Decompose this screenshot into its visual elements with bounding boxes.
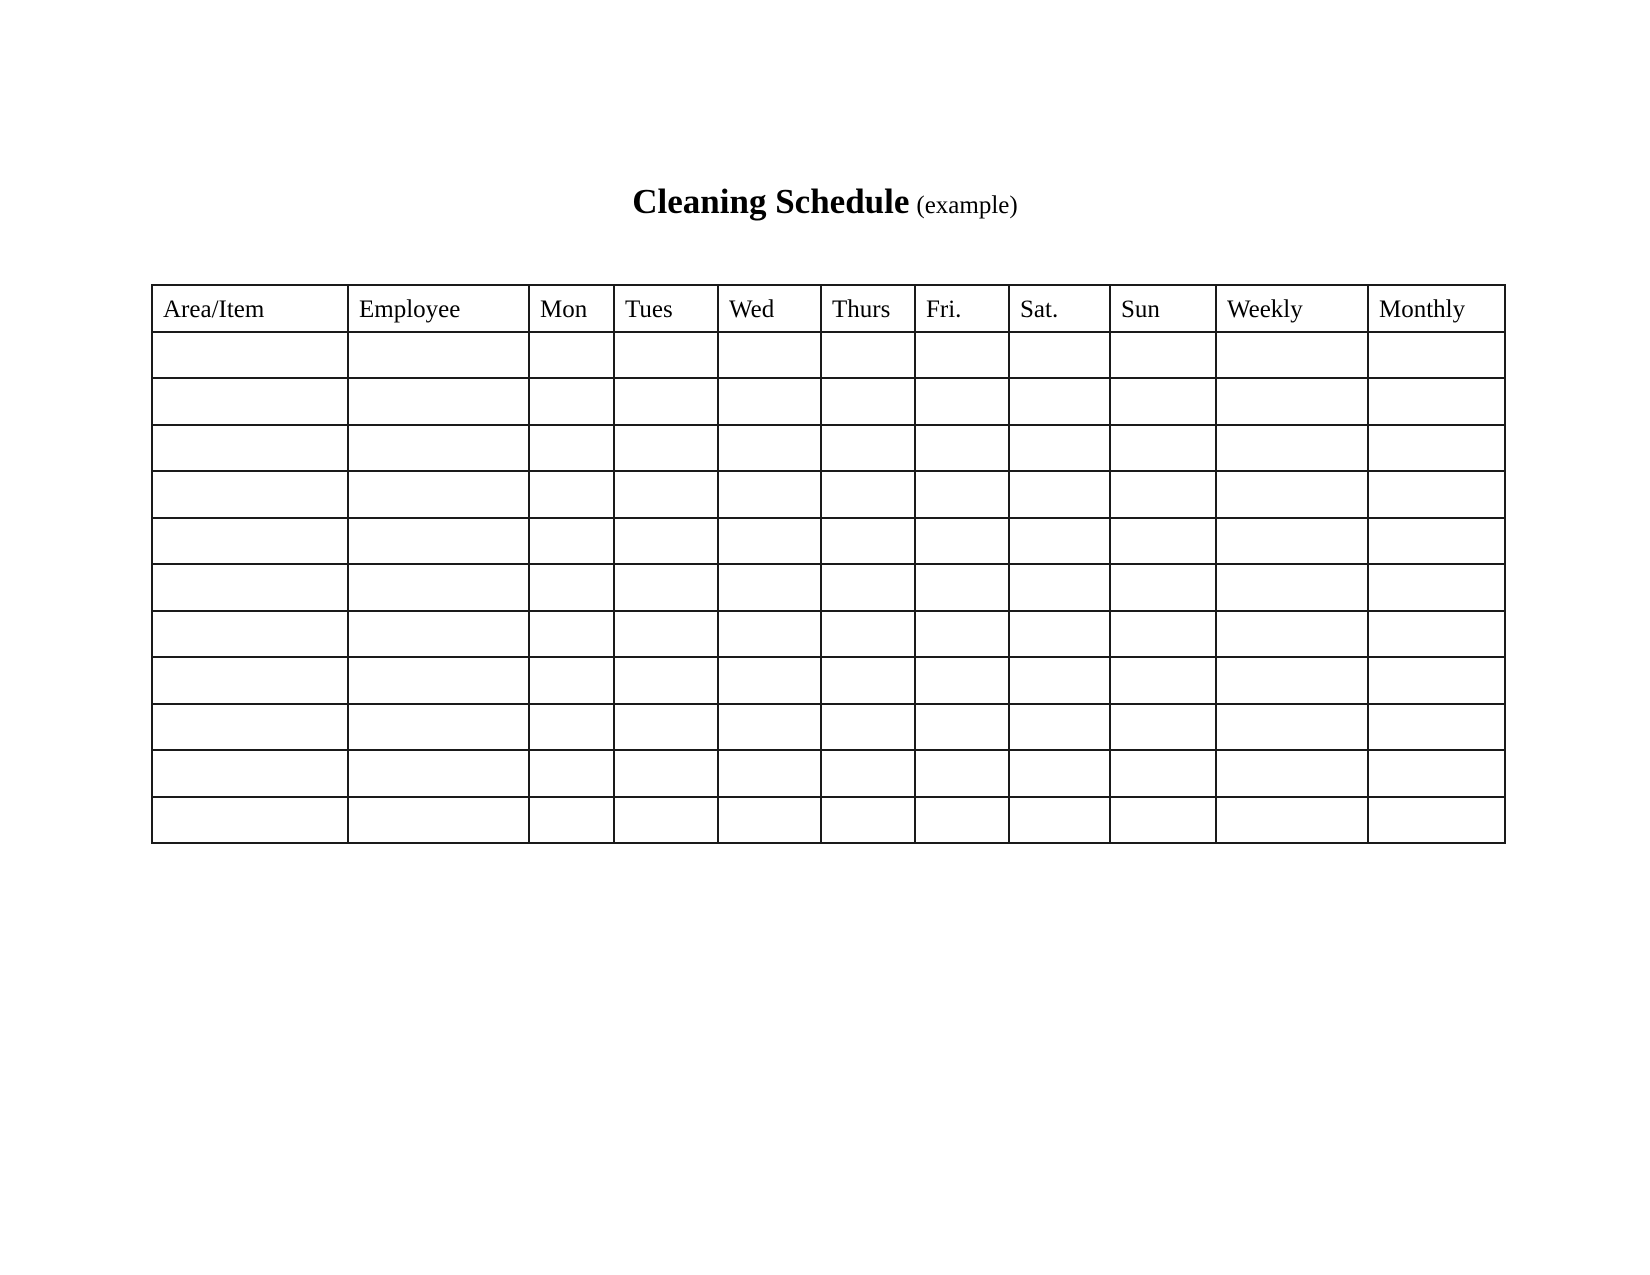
table-cell-area_item[interactable] <box>152 471 348 518</box>
table-cell-sat[interactable] <box>1009 518 1110 565</box>
table-cell-mon[interactable] <box>529 564 614 611</box>
table-cell-weekly[interactable] <box>1216 564 1368 611</box>
table-cell-sun[interactable] <box>1110 750 1216 797</box>
table-cell-sat[interactable] <box>1009 750 1110 797</box>
table-row <box>152 471 1505 518</box>
table-cell-thurs[interactable] <box>821 425 915 472</box>
table-cell-tues[interactable] <box>614 332 718 379</box>
table-cell-monthly[interactable] <box>1368 332 1505 379</box>
table-cell-tues[interactable] <box>614 750 718 797</box>
table-cell-mon[interactable] <box>529 471 614 518</box>
table-cell-wed[interactable] <box>718 378 821 425</box>
table-cell-area_item[interactable] <box>152 704 348 751</box>
table-cell-wed[interactable] <box>718 797 821 844</box>
column-header-monthly: Monthly <box>1368 285 1505 332</box>
table-cell-mon[interactable] <box>529 518 614 565</box>
table-cell-sun[interactable] <box>1110 611 1216 658</box>
table-cell-employee[interactable] <box>348 378 529 425</box>
table-cell-mon[interactable] <box>529 797 614 844</box>
table-cell-fri[interactable] <box>915 564 1009 611</box>
table-cell-monthly[interactable] <box>1368 797 1505 844</box>
table-cell-tues[interactable] <box>614 425 718 472</box>
table-cell-wed[interactable] <box>718 564 821 611</box>
table-cell-wed[interactable] <box>718 704 821 751</box>
table-cell-sun[interactable] <box>1110 564 1216 611</box>
table-cell-tues[interactable] <box>614 518 718 565</box>
table-cell-area_item[interactable] <box>152 564 348 611</box>
table-cell-wed[interactable] <box>718 332 821 379</box>
column-header-fri: Fri. <box>915 285 1009 332</box>
table-cell-employee[interactable] <box>348 332 529 379</box>
table-cell-sat[interactable] <box>1009 332 1110 379</box>
table-cell-thurs[interactable] <box>821 750 915 797</box>
table-cell-area_item[interactable] <box>152 657 348 704</box>
cleaning-schedule-table <box>151 284 1506 844</box>
table-cell-employee[interactable] <box>348 425 529 472</box>
page-title <box>0 184 1650 219</box>
table-cell-sat[interactable] <box>1009 471 1110 518</box>
table-cell-tues[interactable] <box>614 378 718 425</box>
table-cell-thurs[interactable] <box>821 797 915 844</box>
column-header-wed: Wed <box>718 285 821 332</box>
column-header-tues: Tues <box>614 285 718 332</box>
table-cell-sat[interactable] <box>1009 657 1110 704</box>
table-cell-tues[interactable] <box>614 657 718 704</box>
table-cell-mon[interactable] <box>529 425 614 472</box>
table-cell-sun[interactable] <box>1110 704 1216 751</box>
table-cell-sat[interactable] <box>1009 704 1110 751</box>
table-cell-monthly[interactable] <box>1368 378 1505 425</box>
column-header-mon: Mon <box>529 285 614 332</box>
table-cell-employee[interactable] <box>348 750 529 797</box>
column-header-employee: Employee <box>348 285 529 332</box>
column-header-weekly: Weekly <box>1216 285 1368 332</box>
table-cell-area_item[interactable] <box>152 378 348 425</box>
table-cell-thurs[interactable] <box>821 332 915 379</box>
table-cell-monthly[interactable] <box>1368 657 1505 704</box>
table-cell-weekly[interactable] <box>1216 425 1368 472</box>
table-cell-employee[interactable] <box>348 564 529 611</box>
table-cell-employee[interactable] <box>348 471 529 518</box>
table-cell-sat[interactable] <box>1009 611 1110 658</box>
title-subtitle: (example) <box>916 192 1018 219</box>
title-main: Cleaning Schedule <box>632 182 910 221</box>
table-cell-sun[interactable] <box>1110 378 1216 425</box>
table-cell-fri[interactable] <box>915 611 1009 658</box>
table-cell-tues[interactable] <box>614 797 718 844</box>
table-cell-fri[interactable] <box>915 518 1009 565</box>
table-cell-mon[interactable] <box>529 378 614 425</box>
table-cell-fri[interactable] <box>915 657 1009 704</box>
table-cell-employee[interactable] <box>348 611 529 658</box>
table-cell-weekly[interactable] <box>1216 332 1368 379</box>
table-cell-monthly[interactable] <box>1368 425 1505 472</box>
table-cell-employee[interactable] <box>348 704 529 751</box>
table-row <box>152 750 1505 797</box>
table-cell-fri[interactable] <box>915 797 1009 844</box>
table-cell-sat[interactable] <box>1009 797 1110 844</box>
table-cell-area_item[interactable] <box>152 611 348 658</box>
table-cell-wed[interactable] <box>718 611 821 658</box>
table-cell-area_item[interactable] <box>152 750 348 797</box>
table-cell-sun[interactable] <box>1110 657 1216 704</box>
table-cell-mon[interactable] <box>529 657 614 704</box>
table-cell-fri[interactable] <box>915 750 1009 797</box>
table-row <box>152 564 1505 611</box>
table-cell-sat[interactable] <box>1009 378 1110 425</box>
table-cell-mon[interactable] <box>529 611 614 658</box>
table-cell-sun[interactable] <box>1110 518 1216 565</box>
table-cell-tues[interactable] <box>614 611 718 658</box>
table-cell-weekly[interactable] <box>1216 657 1368 704</box>
table-cell-area_item[interactable] <box>152 332 348 379</box>
table-cell-thurs[interactable] <box>821 471 915 518</box>
table-body <box>152 332 1505 844</box>
table-cell-fri[interactable] <box>915 378 1009 425</box>
table-row <box>152 425 1505 472</box>
table-cell-wed[interactable] <box>718 518 821 565</box>
table-cell-sun[interactable] <box>1110 797 1216 844</box>
table-cell-thurs[interactable] <box>821 564 915 611</box>
table-cell-wed[interactable] <box>718 750 821 797</box>
table-cell-thurs[interactable] <box>821 657 915 704</box>
table-cell-thurs[interactable] <box>821 518 915 565</box>
table-cell-area_item[interactable] <box>152 518 348 565</box>
table-cell-employee[interactable] <box>348 518 529 565</box>
table-cell-fri[interactable] <box>915 425 1009 472</box>
table-cell-weekly[interactable] <box>1216 378 1368 425</box>
header-row <box>152 285 1505 332</box>
table-cell-fri[interactable] <box>915 471 1009 518</box>
table-row <box>152 378 1505 425</box>
table-cell-tues[interactable] <box>614 564 718 611</box>
table-cell-mon[interactable] <box>529 332 614 379</box>
table-cell-weekly[interactable] <box>1216 518 1368 565</box>
table-cell-monthly[interactable] <box>1368 564 1505 611</box>
table-cell-sun[interactable] <box>1110 332 1216 379</box>
table-cell-thurs[interactable] <box>821 611 915 658</box>
table-cell-sun[interactable] <box>1110 425 1216 472</box>
table-cell-monthly[interactable] <box>1368 704 1505 751</box>
table-cell-fri[interactable] <box>915 332 1009 379</box>
table-cell-monthly[interactable] <box>1368 750 1505 797</box>
table-row <box>152 704 1505 751</box>
table-cell-weekly[interactable] <box>1216 704 1368 751</box>
column-header-area-item: Area/Item <box>152 285 348 332</box>
table-cell-mon[interactable] <box>529 704 614 751</box>
table-cell-monthly[interactable] <box>1368 471 1505 518</box>
column-header-sun: Sun <box>1110 285 1216 332</box>
table-cell-weekly[interactable] <box>1216 611 1368 658</box>
table-cell-sun[interactable] <box>1110 471 1216 518</box>
table-cell-thurs[interactable] <box>821 378 915 425</box>
table-cell-monthly[interactable] <box>1368 611 1505 658</box>
table-cell-monthly[interactable] <box>1368 518 1505 565</box>
table-cell-thurs[interactable] <box>821 704 915 751</box>
table-row <box>152 797 1505 844</box>
table-cell-fri[interactable] <box>915 704 1009 751</box>
table-cell-employee[interactable] <box>348 797 529 844</box>
table-row <box>152 332 1505 379</box>
table-cell-area_item[interactable] <box>152 425 348 472</box>
table-cell-mon[interactable] <box>529 750 614 797</box>
table-row <box>152 611 1505 658</box>
table-cell-sat[interactable] <box>1009 425 1110 472</box>
column-header-sat: Sat. <box>1009 285 1110 332</box>
table-row <box>152 518 1505 565</box>
table-cell-wed[interactable] <box>718 425 821 472</box>
table-row <box>152 657 1505 704</box>
column-header-thurs: Thurs <box>821 285 915 332</box>
table-cell-area_item[interactable] <box>152 797 348 844</box>
table-cell-weekly[interactable] <box>1216 750 1368 797</box>
table-cell-tues[interactable] <box>614 704 718 751</box>
table-cell-sat[interactable] <box>1009 564 1110 611</box>
table-cell-wed[interactable] <box>718 471 821 518</box>
table-cell-employee[interactable] <box>348 657 529 704</box>
table-cell-weekly[interactable] <box>1216 471 1368 518</box>
table-cell-tues[interactable] <box>614 471 718 518</box>
table-cell-weekly[interactable] <box>1216 797 1368 844</box>
table-cell-wed[interactable] <box>718 657 821 704</box>
